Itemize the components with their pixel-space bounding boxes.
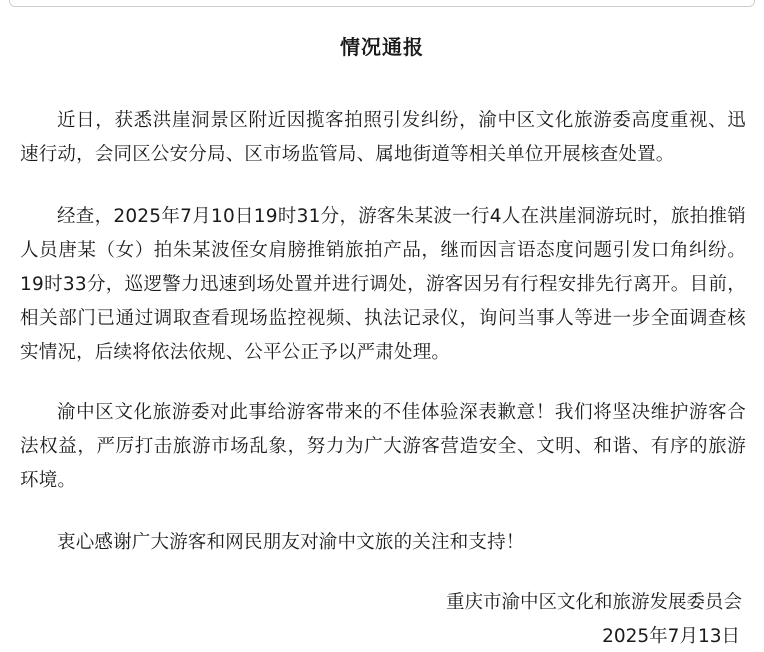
paragraph-intro: 近日，获悉洪崖洞景区附近因揽客拍照引发纠纷，渝中区文化旅游委高度重视、迅速行动，会同区公安分局、区市场监管局、属地街道等相关单位开展核查处置。 [20,110,746,165]
paragraph-apology: 渝中区文化旅游委对此事给游客带来的不佳体验深表歉意！我们将坚决维护游客合法权益，严厉打击旅游市场乱象，努力为广大游客营造安全、文明、和谐、有序的旅游环境。 [20,402,746,491]
notice-title: 情况通报 [340,35,424,59]
signature-date: 2025年7月13日 [602,626,740,647]
top-frame-border [9,0,755,7]
paragraph-findings: 经查，2025年7月10日19时31分，游客朱某波一行4人在洪崖洞游玩时，旅拍推销人员唐某（女）拍朱某波侄女肩膀推销旅拍产品，继而因言语态度问题引发口角纠纷。19时33分，巡逻警力迅速到场处置并进行调处，游客因另有行程安排先行离开。目前，相关部门已通过调取查看现场监控视频、执法记录仪，询问当事人等进一步全面调查核实情况，后续将依法依规、公平公正予以严肃处理。 [20,206,746,363]
paragraph-thanks: 衷心感谢广大游客和网民朋友对渝中文旅的关注和支持！ [57,532,525,553]
signature-organization: 重庆市渝中区文化和旅游发展委员会 [445,592,742,613]
